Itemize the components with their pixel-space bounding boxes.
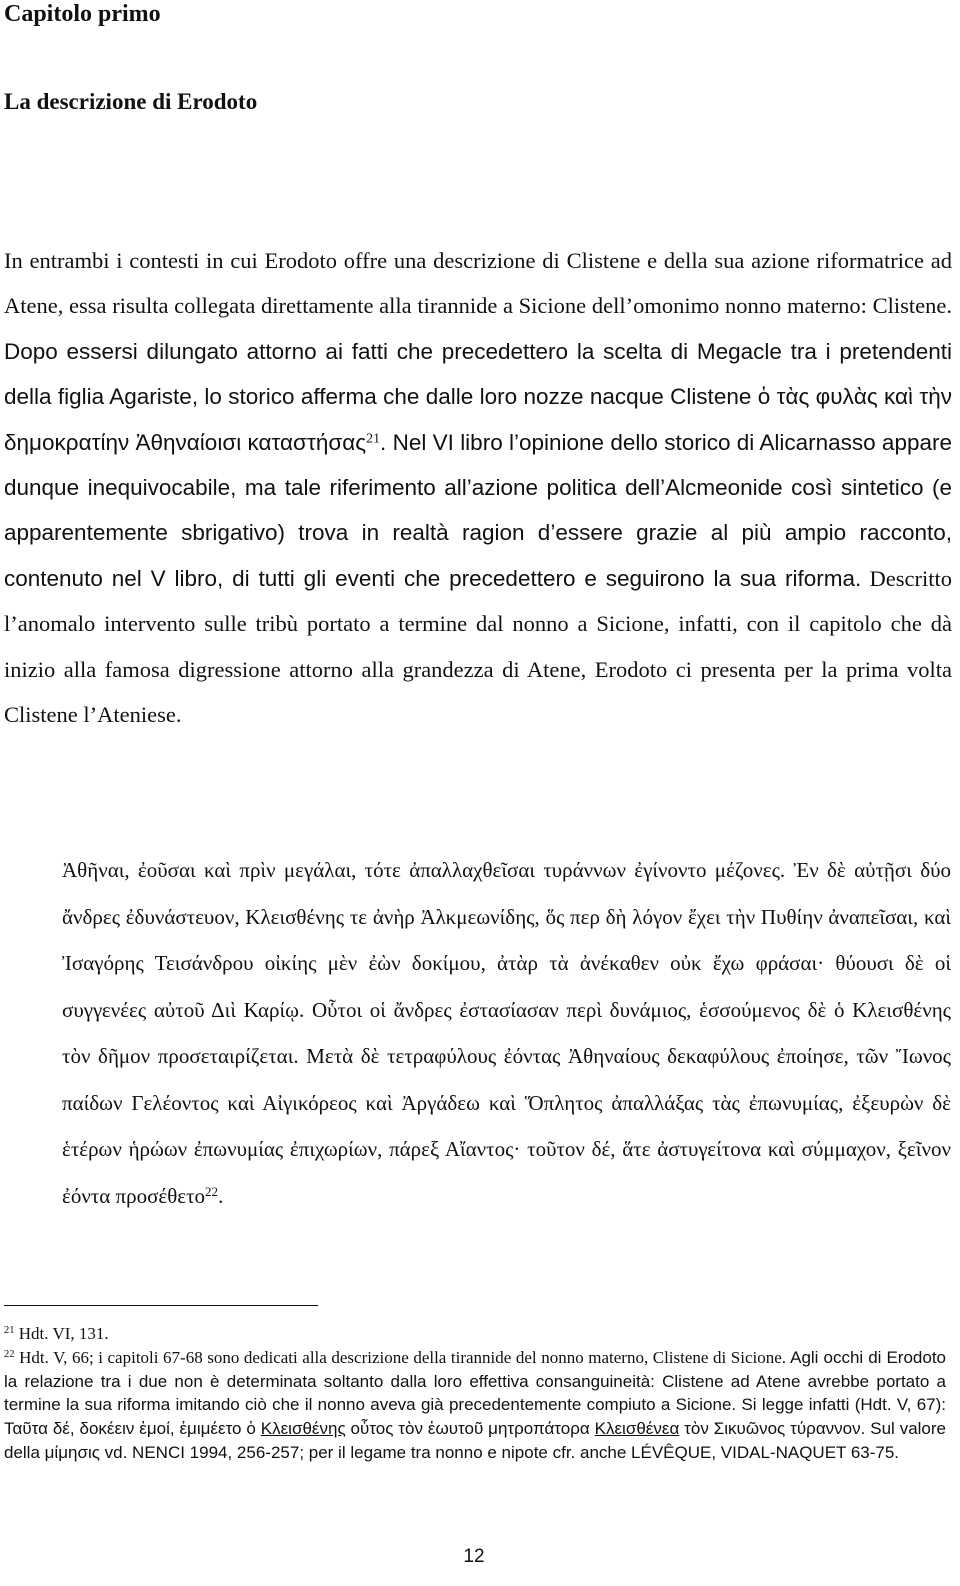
footnote-text: οὗτος τὸν ἑωυτοῦ μητροπάτορα bbox=[345, 1419, 595, 1439]
body-sentence: In entrambi i contesti in cui Erodoto offre una descrizione di Clistene e della sua azione riformatrice ad Atene, essa risulta collegata direttamente alla tirannide a Sicione dell’omonimo nonno materno: Clistene. bbox=[4, 248, 952, 319]
footnote bbox=[4, 1346, 946, 1465]
body-sentence: . Nel VI libro l’opinione dello storico di Alicarnasso appare dunque inequivocabile, ma tale riferimento all’azione politica dell’Alcmeonide così sintetico (e apparentemente sbrigativo) trova in realtà ragion d’essere grazie al più ampio racconto, contenuto nel V libro, di tutti gli eventi che precedettero e seguirono la sua riforma. bbox=[4, 429, 952, 591]
footnotes bbox=[4, 1322, 946, 1465]
footnote-text: τὸν Σικυῶνος τύραννον. Sul valore della μίμησις vd. NENCI 1994, 256-257; per il legame tra nonno e nipote cfr. anche LÉVÊQUE, VIDAL-NAQUET 63-75. bbox=[4, 1419, 946, 1462]
quote-end: . bbox=[218, 1183, 224, 1208]
body-sentence: Descritto l’anomalo intervento sulle tribù portato a termine dal nonno a Sicione, infatti, con il capitolo che dà inizio alla famosa digressione attorno alla grandezza di Atene, Erodoto ci presenta per la prima volta Clistene l’Ateniese. bbox=[4, 565, 952, 728]
greek-citation: ὁ τὰς φυλὰς καὶ τὴν δημοκρατίην Ἀθηναίοισι καταστήσας bbox=[4, 384, 953, 455]
underlined-term: Κλεισθένεα bbox=[594, 1419, 680, 1439]
quote-text: Ἀθῆναι, ἐοῦσαι καὶ πρὶν μεγάλαι, τότε ἀπαλλαχθεῖσαι τυράννων ἐγίνοντο μέζονες. Ἐν δὲ αὐτῇσι δύο ἄνδρες ἐδυνάστευον, Κλεισθένης τε ἀνὴρ Ἀλκμεωνίδης, ὅς περ δὴ λόγον ἔχει τὴν Πυθίην ἀναπεῖσαι, καὶ Ἰσαγόρης Τεισάνδρου οἰκίης μὲν ἐὼν δοκίμου, ἀτὰρ τὰ ἀνέκαθεν οὐκ ἔχω φράσαι· θύουσι δὲ οἱ συγγενέες αὐτοῦ Διὶ Καρίῳ. Οὗτοι οἱ ἄνδρες ἐστασίασαν περὶ δυνάμιος, ἑσσούμενος δὲ ὁ Κλεισθένης τὸν δῆμον προσεταιρίζεται. Μετὰ δὲ τετραφύλους ἐόντας Ἀθηναίους δεκαφύλους ἐποίησε, τῶν Ἴωνος παίδων Γελέοντος καὶ Αἰγικόρεος καὶ Ἀργάδεω καὶ Ὅπλητος ἀπαλλάξας τὰς ἐπωνυμίας, ἐξευρὼν δὲ ἑτέρων ἡρώων ἐπωνυμίας ἐπιχωρίων, πάρεξ Αἴαντος· τοῦτον δέ, ἅτε ἀστυγείτονα καὶ σύμμαχον, ξεῖνον ἐόντα προσέθετο bbox=[62, 858, 951, 1208]
body-sentence: Dopo essersi dilungato attorno ai fatti che precedettero la scelta di Megacle tra i pretendenti della figlia Agariste, lo storico afferma che dalle loro nozze nacque Clistene bbox=[4, 338, 952, 410]
footnote bbox=[4, 1322, 946, 1346]
body-paragraph bbox=[4, 238, 952, 737]
block-quote bbox=[62, 847, 951, 1219]
footnote-ref[interactable]: 21 bbox=[366, 430, 381, 446]
page-number: 12 bbox=[463, 1546, 485, 1567]
footnote-text: Hdt. VI, 131. bbox=[14, 1324, 109, 1343]
footnote-number: 21 bbox=[4, 1325, 15, 1337]
chapter-title: Capitolo primo bbox=[4, 1, 161, 27]
footnote-ref[interactable]: 22 bbox=[205, 1183, 219, 1199]
section-title: La descrizione di Erodoto bbox=[4, 89, 258, 114]
footnote-number: 22 bbox=[4, 1349, 15, 1360]
footnote-text: Agli occhi di Erodoto la relazione tra i due non è determinata soltanto dalla loro effettiva consanguineità: Clistene ad Atene avrebbe portato a termine la sua riforma imitando ciò che il nonno aveva già precedentemente compiuto a Sicione. Si legge infatti (Hdt. V, 67): Ταῦτα δέ, δοκέειν ἐμοί, ἐμιμέετο ὁ bbox=[4, 1347, 946, 1439]
underlined-term: Κλεισθένης bbox=[260, 1419, 346, 1439]
footnote-divider bbox=[4, 1305, 318, 1306]
footnote-text: Hdt. V, 66; i capitoli 67-68 sono dedicati alla descrizione della tirannide del nonno materno, Clistene di Sicione. bbox=[14, 1347, 787, 1367]
